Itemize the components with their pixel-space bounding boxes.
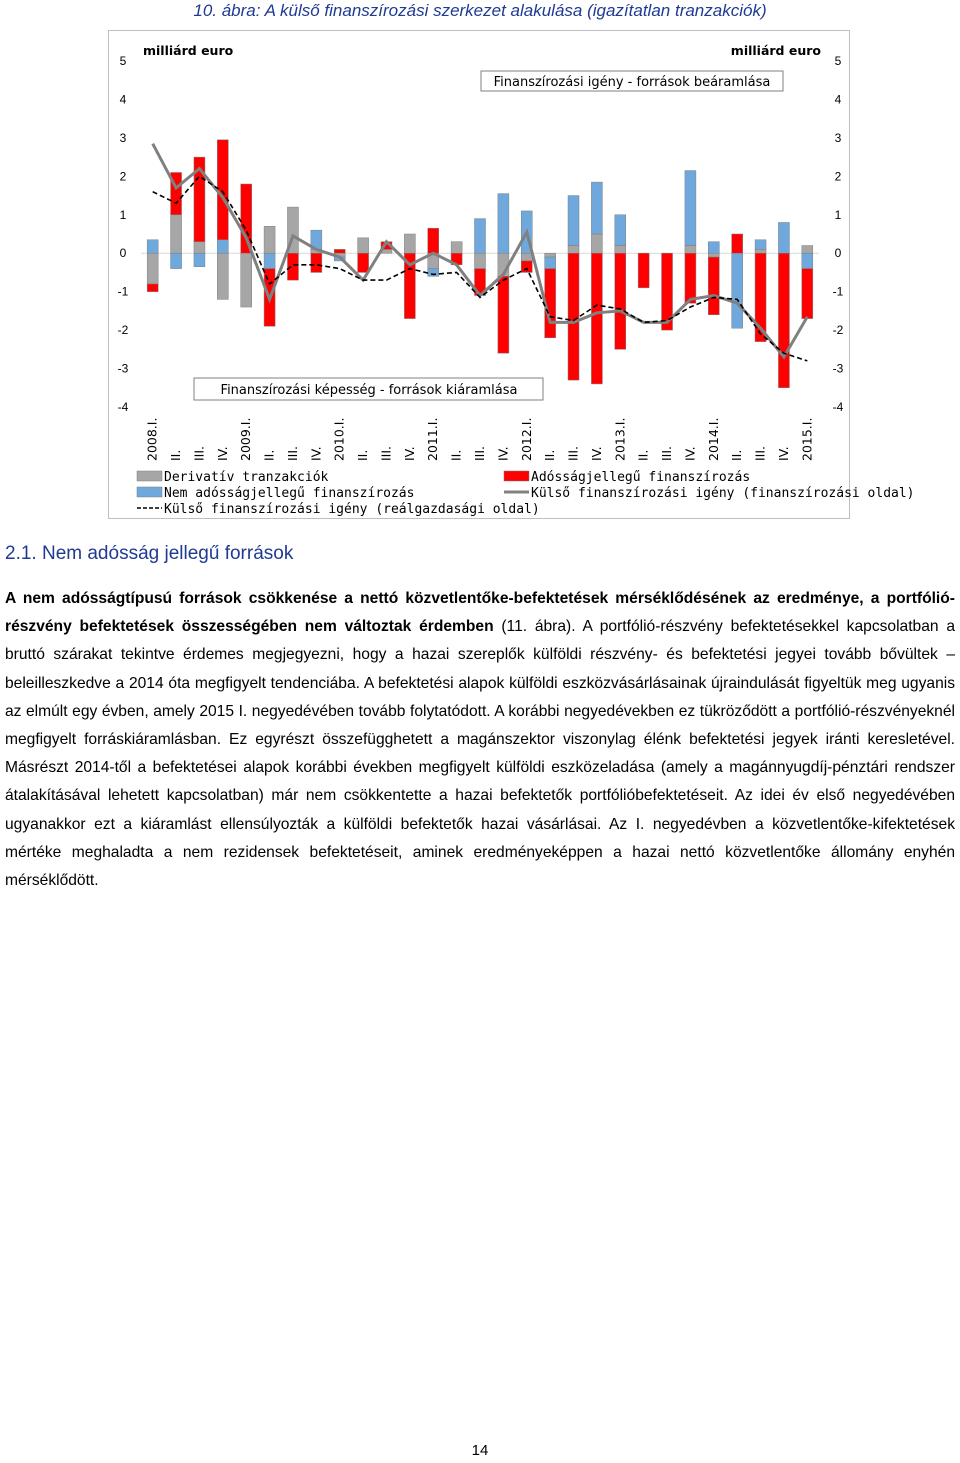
top-annotation: Finanszírozási igény - források beáramlása [493, 75, 771, 90]
bar-derivative [545, 253, 556, 257]
legend-label: Derivatív tranzakciók [164, 470, 329, 485]
bar-derivative [217, 253, 228, 299]
x-tick-label: 2008.I. [144, 417, 160, 461]
x-tick-label: 2011.I. [425, 417, 441, 461]
bar-debt [638, 253, 649, 288]
bar-debt [147, 284, 158, 292]
x-tick-label: 2013.I. [612, 417, 628, 461]
bar-non-debt [194, 253, 205, 266]
x-tick-label: IV. [214, 446, 230, 461]
x-tick-label: IV. [308, 446, 324, 461]
x-tick-label: IV. [588, 446, 604, 461]
bar-debt [311, 253, 322, 272]
bar-non-debt [615, 215, 626, 246]
y-tick-label-right: 5 [834, 54, 842, 68]
y-tick-label-left: 4 [119, 92, 127, 107]
legend-swatch [137, 487, 162, 497]
bar-debt [334, 249, 345, 253]
x-tick-label: IV. [495, 446, 511, 461]
bar-non-debt [545, 257, 556, 269]
y-tick-label-left: -4 [117, 400, 129, 414]
legend-label: Külső finanszírozási igény (finanszírozási oldal) [531, 486, 915, 501]
bar-derivative [358, 238, 369, 253]
y-tick-label-left: 0 [119, 246, 127, 261]
y-tick-label-left: 3 [119, 130, 127, 145]
x-tick-label: III. [472, 445, 487, 461]
bar-debt [591, 253, 602, 384]
y-tick-label-left: 2 [119, 169, 127, 184]
bar-derivative [568, 246, 579, 254]
figure-caption: 10. ábra: A külső finanszírozási szerkezet alakulása (igazítatlan tranzakciók) [193, 1, 767, 20]
x-tick-label: II. [542, 449, 558, 461]
bar-non-debt [568, 196, 579, 246]
bar-derivative [241, 253, 252, 307]
bar-debt [708, 257, 719, 315]
bar-debt [217, 140, 228, 240]
bar-non-debt [498, 194, 509, 254]
bar-non-debt [802, 253, 813, 268]
y-tick-label-right: -3 [832, 361, 844, 376]
bar-derivative [521, 253, 532, 261]
bar-derivative [615, 246, 626, 254]
x-tick-label: II. [355, 449, 371, 461]
bar-derivative [475, 253, 486, 268]
x-tick-label: IV. [682, 446, 698, 461]
legend-swatch [137, 471, 162, 481]
bar-debt [615, 253, 626, 349]
bottom-annotation: Finanszírozási képesség - források kiáramlása [220, 383, 518, 398]
y-tick-label-left: 1 [119, 207, 127, 222]
bar-debt [428, 228, 439, 253]
bar-non-debt [685, 171, 696, 246]
x-tick-label: III. [191, 445, 207, 461]
y-tick-label-right: -2 [832, 323, 844, 338]
bar-debt [685, 253, 696, 303]
bar-derivative [194, 242, 205, 254]
bar-non-debt [708, 242, 719, 254]
bar-debt [778, 253, 789, 388]
y-tick-label-left: -2 [117, 323, 129, 338]
bar-debt [802, 269, 813, 319]
y-tick-label-right: 3 [834, 130, 842, 145]
x-tick-label: III. [378, 445, 394, 461]
y-tick-label-right: -1 [832, 284, 844, 299]
bar-derivative [451, 242, 462, 254]
bar-derivative [708, 253, 719, 257]
x-tick-label: II. [448, 449, 464, 461]
bar-non-debt [264, 253, 275, 268]
legend-label: Nem adósságjellegű finanszírozás [164, 486, 415, 501]
x-tick-label: II. [635, 449, 651, 461]
bar-non-debt [217, 240, 228, 253]
y-unit-left: milliárd euro [143, 43, 234, 58]
y-tick-label-right: 2 [834, 169, 842, 184]
bar-debt [498, 276, 509, 353]
bar-derivative [802, 246, 813, 254]
x-tick-label: 2010.I. [331, 417, 347, 461]
bar-non-debt [778, 222, 789, 253]
bar-derivative [171, 215, 182, 253]
x-tick-label: III. [284, 445, 300, 461]
bar-debt [241, 184, 252, 253]
chart-container [108, 30, 915, 519]
bar-derivative [755, 249, 766, 253]
financing-structure-chart [109, 31, 915, 518]
bar-non-debt [171, 253, 182, 268]
y-tick-label-left: 5 [119, 54, 127, 68]
x-tick-label: II. [168, 449, 184, 461]
y-unit-right: milliárd euro [730, 43, 821, 58]
x-tick-label: 2014.I. [705, 417, 721, 461]
bar-debt [287, 253, 298, 280]
x-tick-label: 2015.I. [799, 417, 815, 461]
bar-non-debt [732, 253, 743, 328]
y-tick-label-right: -4 [832, 400, 844, 414]
y-tick-label-right: 4 [834, 92, 842, 107]
bar-non-debt [755, 240, 766, 250]
x-tick-label: III. [752, 445, 768, 461]
legend-label: Adósságjellegű finanszírozás [531, 470, 751, 485]
bar-derivative [404, 234, 415, 253]
y-tick-label-right: 1 [834, 207, 842, 222]
bar-debt [521, 261, 532, 273]
bar-non-debt [147, 240, 158, 253]
x-tick-label: IV. [775, 446, 791, 461]
x-tick-label: III. [565, 445, 581, 461]
y-tick-label-left: -1 [117, 284, 129, 299]
x-tick-label: 2012.I. [518, 417, 534, 461]
legend-label: Külső finanszírozási igény (reálgazdasági oldal) [164, 502, 540, 517]
section-title: 2.1. Nem adósság jellegű források [5, 543, 294, 564]
bar-debt [568, 253, 579, 380]
x-tick-label: II. [261, 449, 277, 461]
bar-derivative [264, 226, 275, 253]
bar-debt [358, 253, 369, 272]
y-tick-label-right: 0 [834, 246, 842, 261]
paragraph-lead: A nem adósságtípusú források csökkenése a nettó közvetlentőke-befektetések mérséklődésének az eredménye, a portfólió-részvény befektetések összességében nem változtak érdemben [5, 590, 955, 636]
paragraph-rest: (11. ábra). A portfólió-részvény befektetésekkel kapcsolatban a bruttó szárakat tekintve érdemes megjegyezni, hogy a hazai szereplők külföldi részvény- és befektetési jegyei tovább bővültek – beleilleszkedve a 2014 óta megfigyelt tendenciába. A befektetési alapok külföldi eszközvásárlásainak újraindulását figyeltük meg ugyanis az elmúlt egy évben, amely 2015 I. negyedévében tovább folytatódott. A korábbi negyedévekben ez tükröződött a portfólió-részvényeknél megfigyelt forráskiáramlásban. Ez egyrészt összefügghetett a magánszektor viszonylag élénk befektetési jegyek iránti keresletével. Másrészt 2014-től a befektetései alapok korábbi években megfigyelt külföldi eszközeladása (amely a magánnyugdíj-pénztári rendszer átalakításával lehetett kapcsolatban) már nem csökkentette a hazai befektetők portfólióbefektetéseit. Az idei év első negyedévében ugyanakkor ezt a kiáramlást ellensúlyozták a külföldi befektetők hazai vásárlásai. Az I. negyedévben a közvetlentőke-kifektetések mértéke meghaladta a nem rezidensek befektetéseit, aminek eredményeképpen a hazai nettó közvetlentőke állomány enyhén mérséklődött. [5, 618, 955, 890]
bar-debt [732, 234, 743, 253]
x-tick-label: 2009.I. [238, 417, 254, 461]
bar-derivative [147, 253, 158, 284]
bar-derivative [591, 234, 602, 253]
x-tick-label: II. [729, 449, 745, 461]
x-tick-label: III. [659, 445, 675, 461]
bar-derivative [685, 246, 696, 254]
y-tick-label-left: -3 [117, 361, 129, 376]
legend-swatch [504, 471, 529, 481]
bar-non-debt [591, 182, 602, 234]
body-paragraph [5, 585, 955, 895]
bar-non-debt [475, 219, 486, 254]
x-tick-label: IV. [401, 446, 417, 461]
page-number: 14 [471, 1442, 489, 1459]
